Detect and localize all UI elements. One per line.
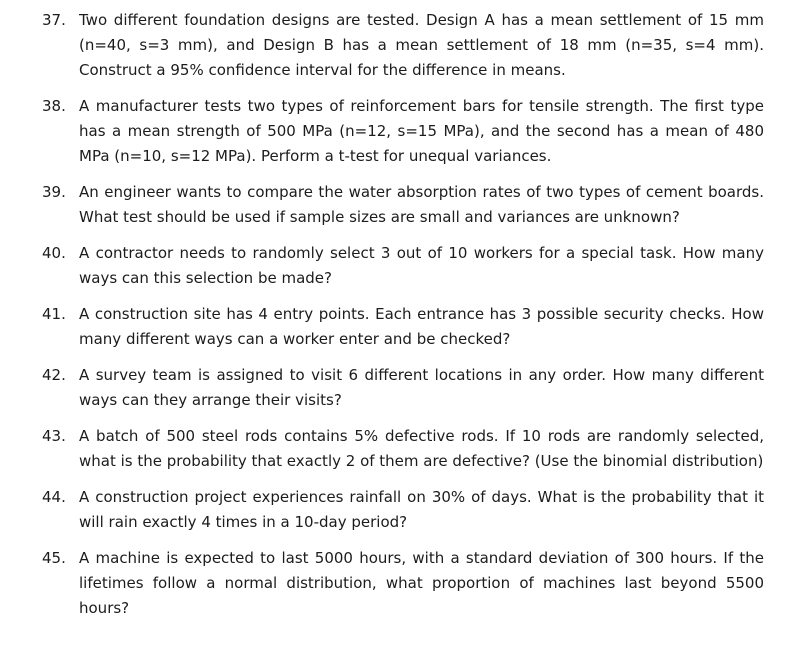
question-number: 37. xyxy=(42,11,66,29)
question-40 xyxy=(42,241,764,291)
question-45 xyxy=(42,546,764,621)
question-text: An engineer wants to compare the water absorption rates of two types of cement boards. What test should be used if sample sizes are small and variances are unknown? xyxy=(79,183,764,226)
question-43 xyxy=(42,424,764,474)
question-text: A survey team is assigned to visit 6 different locations in any order. How many different ways can they arrange their visits? xyxy=(79,366,764,409)
question-text: A batch of 500 steel rods contains 5% defective rods. If 10 rods are randomly selected, what is the probability that exactly 2 of them are defective? (Use the binomial distribution) xyxy=(79,427,764,470)
question-number: 44. xyxy=(42,488,66,506)
question-text: A machine is expected to last 5000 hours, with a standard deviation of 300 hours. If the lifetimes follow a normal distribution, what proportion of machines last beyond 5500 hours? xyxy=(79,549,764,617)
question-41 xyxy=(42,302,764,352)
question-number: 39. xyxy=(42,183,66,201)
question-number: 43. xyxy=(42,427,66,445)
question-number: 41. xyxy=(42,305,66,323)
question-37 xyxy=(42,8,764,83)
question-38 xyxy=(42,94,764,169)
question-39 xyxy=(42,180,764,230)
question-text: A manufacturer tests two types of reinforcement bars for tensile strength. The first type has a mean strength of 500 MPa (n=12, s=15 MPa), and the second has a mean of 480 MPa (n=10, s=12 MPa). Perform a t-test for unequal variances. xyxy=(79,97,764,165)
question-text: Two different foundation designs are tested. Design A has a mean settlement of 15 mm (n=40, s=3 mm), and Design B has a mean settlement of 18 mm (n=35, s=4 mm). Construct a 95% confidence interval for the difference in means. xyxy=(79,11,764,79)
question-number: 40. xyxy=(42,244,66,262)
question-text: A contractor needs to randomly select 3 out of 10 workers for a special task. How many ways can this selection be made? xyxy=(79,244,764,287)
question-text: A construction site has 4 entry points. Each entrance has 3 possible security checks. How many different ways can a worker enter and be checked? xyxy=(79,305,764,348)
question-number: 38. xyxy=(42,97,66,115)
question-number: 45. xyxy=(42,549,66,567)
question-44 xyxy=(42,485,764,535)
question-42 xyxy=(42,363,764,413)
question-text: A construction project experiences rainfall on 30% of days. What is the probability that it will rain exactly 4 times in a 10-day period? xyxy=(79,488,764,531)
question-number: 42. xyxy=(42,366,66,384)
